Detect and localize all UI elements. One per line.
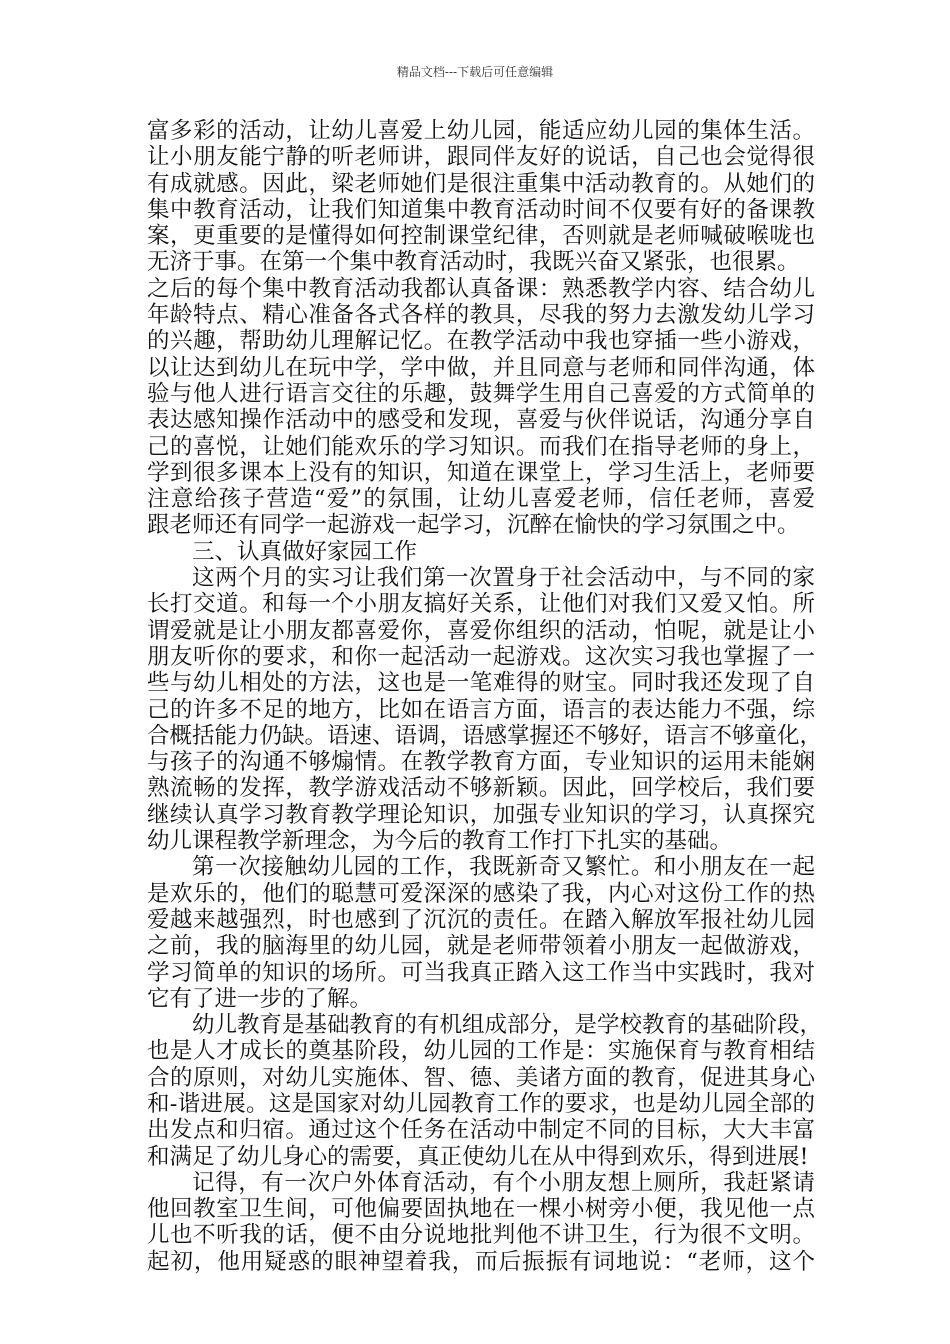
- page-header: 精品文档---下载后可任意编辑: [396, 65, 554, 79]
- text-line: 年龄特点、精心准备各式各样的教具，尽我的努力去激发幼儿学习: [147, 302, 815, 329]
- text-line: 之后的每个集中教育活动我都认真备课：熟悉教学内容、结合幼儿: [147, 275, 815, 302]
- text-line: 以让达到幼儿在玩中学，学中做，并且同意与老师和同伴沟通，体: [147, 354, 815, 381]
- text-line: 己的许多不足的地方，比如在语言方面，语言的表达能力不强，综: [147, 696, 815, 723]
- text-line: 己的喜悦，让她们能欢乐的学习知识。而我们在指导老师的身上，: [147, 433, 815, 460]
- text-line: 是欢乐的，他们的聪慧可爱深深的感染了我，内心对这份工作的热: [147, 880, 815, 907]
- section-heading: 三、认真做好家园工作: [192, 538, 418, 565]
- text-line: 学习简单的知识的场所。可当我真正踏入这工作当中实践时，我对: [147, 959, 815, 986]
- text-line: 无济于事。在第一个集中教育活动时，我既兴奋又紧张，也很累。: [147, 249, 800, 276]
- text-line: 跟老师还有同学一起游戏一起学习，沉醉在愉快的学习氛围之中。: [147, 512, 800, 539]
- text-line: 幼儿教育是基础教育的有机组成部分，是学校教育的基础阶段，: [192, 1012, 823, 1039]
- text-line: 注意给孩子营造“爱”的氛围，让幼儿喜爱老师，信任老师，喜爱: [147, 486, 815, 513]
- text-line: 他回教室卫生间，可他偏要固执地在一棵小树旁小便，我见他一点: [147, 1196, 815, 1223]
- text-line: 合概括能力仍缺。语速、语调，语感掌握还不够好，语言不够童化，: [147, 722, 823, 749]
- document-body: [147, 118, 823, 1275]
- text-line: 朋友听你的要求，和你一起活动一起游戏。这次实习我也掌握了一: [147, 643, 815, 670]
- text-line: 也是人才成长的奠基阶段，幼儿园的工作是：实施保育与教育相结: [147, 1038, 815, 1065]
- text-line: 这两个月的实习让我们第一次置身于社会活动中，与不同的家: [192, 565, 815, 592]
- text-line: 与孩子的沟通不够煽情。在教学教育方面，专业知识的运用未能娴: [147, 749, 815, 776]
- text-line: 有成就感。因此，梁老师她们是很注重集中活动教育的。从她们的: [147, 170, 815, 197]
- text-line: 之前，我的脑海里的幼儿园，就是老师带领着小朋友一起做游戏，: [147, 933, 815, 960]
- text-line: 起初，他用疑惑的眼神望着我，而后振振有词地说：“老师，这个: [147, 1248, 815, 1275]
- text-line: 熟流畅的发挥，教学游戏活动不够新颖。因此，回学校后，我们要: [147, 775, 815, 802]
- text-line: 验与他人进行语言交往的乐趣，鼓舞学生用自己喜爱的方式简单的: [147, 380, 815, 407]
- text-line: 的兴趣，帮助幼儿理解记忆。在教学活动中我也穿插一些小游戏，: [147, 328, 815, 355]
- text-line: 合的原则，对幼儿实施体、智、德、美诸方面的教育，促进其身心: [147, 1064, 815, 1091]
- text-line: 第一次接触幼儿园的工作，我既新奇又繁忙。和小朋友在一起: [192, 854, 815, 881]
- text-line: 记得，有一次户外体育活动，有个小朋友想上厕所，我赶紧请: [192, 1169, 815, 1196]
- text-line: 案，更重要的是懂得如何控制课堂纪律，否则就是老师喊破喉咙也: [147, 223, 815, 250]
- text-line: 出发点和归宿。通过这个任务在活动中制定不同的目标，大大丰富: [147, 1117, 815, 1144]
- text-line: 它有了进一步的了解。: [147, 985, 373, 1012]
- text-line: 学到很多课本上没有的知识，知道在课堂上，学习生活上，老师要: [147, 459, 815, 486]
- text-line: 和-谐进展。这是国家对幼儿园教育工作的要求，也是幼儿园全部的: [147, 1090, 815, 1117]
- text-line: 和满足了幼儿身心的需要，真正使幼儿在从中得到欢乐，得到进展!: [147, 1143, 809, 1170]
- text-line: 儿也不听我的话，便不由分说地批判他不讲卫生，行为很不文明。: [147, 1222, 815, 1249]
- text-line: 长打交道。和每一个小朋友搞好关系，让他们对我们又爱又怕。所: [147, 591, 815, 618]
- text-line: 富多彩的活动，让幼儿喜爱上幼儿园，能适应幼儿园的集体生活。: [147, 118, 815, 144]
- text-line: 让小朋友能宁静的听老师讲，跟同伴友好的说话，自己也会觉得很: [147, 144, 815, 171]
- text-line: 表达感知操作活动中的感受和发现，喜爱与伙伴说话，沟通分享自: [147, 407, 815, 434]
- text-line: 继续认真学习教育教学理论知识，加强专业知识的学习，认真探究: [147, 801, 815, 828]
- text-line: 谓爱就是让小朋友都喜爱你，喜爱你组织的活动，怕呢，就是让小: [147, 617, 815, 644]
- text-line: 集中教育活动，让我们知道集中教育活动时间不仅要有好的备课教: [147, 196, 815, 223]
- text-line: 些与幼儿相处的方法，这也是一笔难得的财宝。同时我还发现了自: [147, 670, 815, 697]
- text-line: 爱越来越强烈，时也感到了沉沉的责任。在踏入解放军报社幼儿园: [147, 906, 815, 933]
- text-line: 幼儿课程教学新理念，为今后的教育工作打下扎实的基础。: [147, 828, 733, 855]
